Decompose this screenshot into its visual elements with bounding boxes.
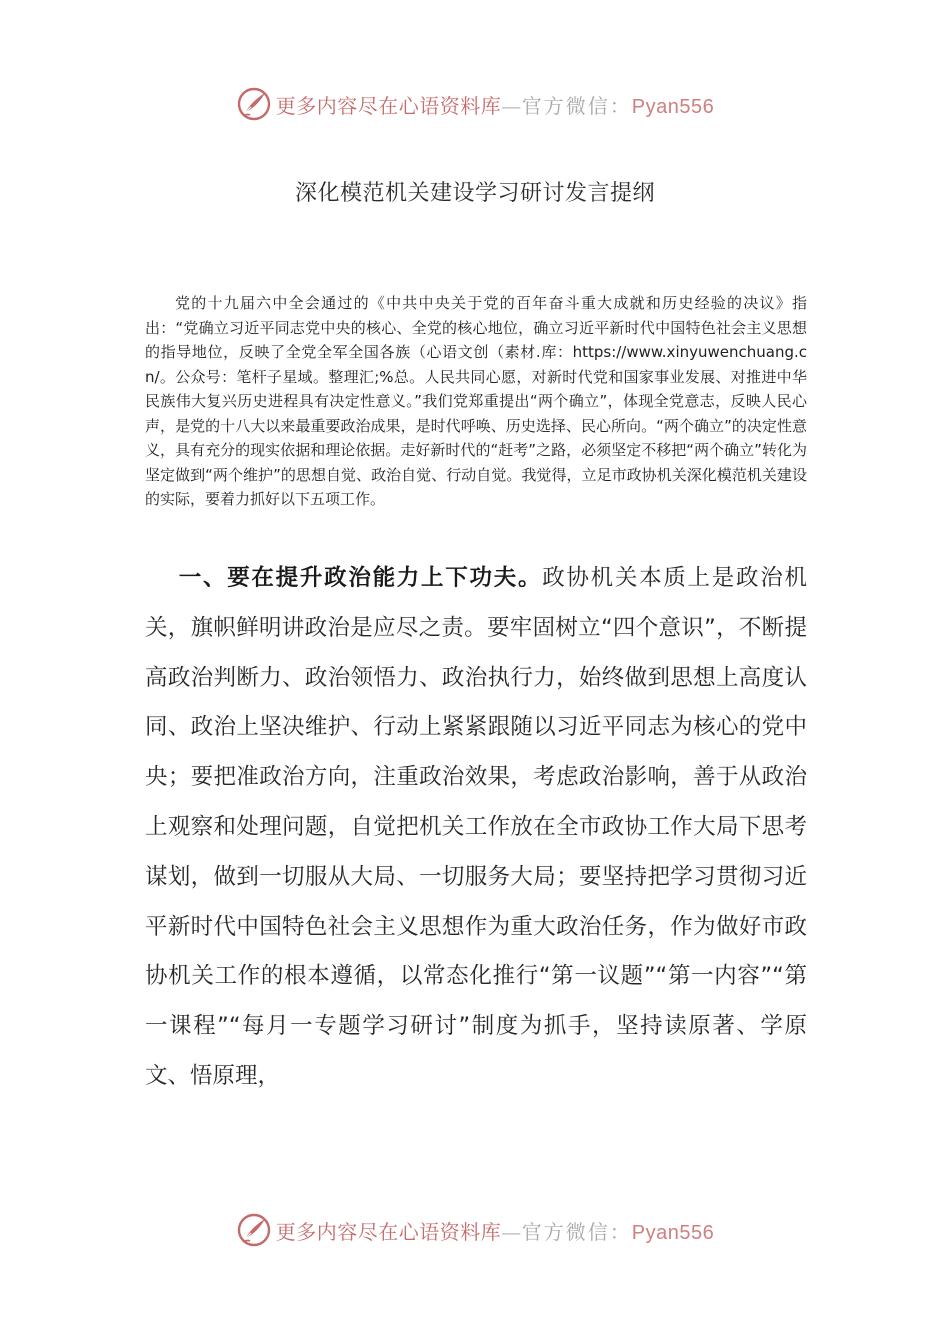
watermark-text: [276, 90, 714, 119]
watermark-dash: —: [501, 1219, 522, 1244]
section-one-heading: 一、要在提升政治能力上下功夫。: [178, 565, 543, 591]
watermark-official-label: 官方微信：: [521, 93, 632, 118]
watermark-wechat-id: Pyan556: [631, 95, 715, 118]
section-one-body: 政协机关本质上是政治机关，旗帜鲜明讲政治是应尽之责。要牢固树立“四个意识”，不断提高政治判断力、政治领悟力、政治执行力，始终做到思想上高度认同、政治上坚决维护、行动上紧紧跟随以习近平同志为核心的党中央；要把准政治方向，注重政治效果，考虑政治影响，善于从政治上观察和处理问题，自觉把机关工作放在全市政协工作大局下思考谋划，做到一切服从大局、一切服务大局；要坚持把学习贯彻习近平新时代中国特色社会主义思想作为重大政治任务，作为做好市政协机关工作的根本遵循，以常态化推行“第一议题”“第一内容”“第一课程”“每月一专题学习研讨”制度为抓手，坚持读原著、学原文、悟原理，: [145, 565, 807, 1089]
document-title: 深化模范机关建设学习研讨发言提纲: [294, 181, 655, 206]
watermark-brand: 更多内容尽在心语资料库: [275, 1219, 502, 1244]
quill-pen-icon: [236, 1212, 272, 1248]
watermark-dash: —: [501, 93, 522, 118]
watermark-wechat-id: Pyan556: [631, 1221, 715, 1244]
footer-watermark-banner: [0, 1208, 950, 1252]
quill-pen-icon: [236, 86, 272, 122]
header-watermark-banner: [0, 82, 950, 126]
section-one-paragraph: [145, 554, 807, 1102]
watermark-text: [276, 1216, 714, 1245]
watermark-brand: 更多内容尽在心语资料库: [275, 93, 502, 118]
watermark-official-label: 官方微信：: [521, 1219, 632, 1244]
intro-paragraph: 党的十九届六中全会通过的《中共中央关于党的百年奋斗重大成就和历史经验的决议》指出：“党确立习近平同志党中央的核心、全党的核心地位，确立习近平新时代中国特色社会主义思想的指导地位，反映了全党全军全国各族（心语文创（素材.库：https://www.xinyuwenchuang.cn/。公众号：笔杆子星域。整理汇;%总。人民共同心愿，对新时代党和国家事业发展、对推进中华民族伟大复兴历史进程具有决定性意义。”我们党郑重提出“两个确立”，体现全党意志，反映人民心声，是党的十八大以来最重要政治成果，是时代呼唤、历史选择、民心所向。“两个确立”的决定性意义，具有充分的现实依据和理论依据。走好新时代的“赶考”之路，必须坚定不移把“两个确立”转化为坚定做到“两个维护”的思想自觉、政治自觉、行动自觉。我觉得，立足市政协机关深化模范机关建设的实际，要着力抓好以下五项工作。: [145, 294, 807, 508]
